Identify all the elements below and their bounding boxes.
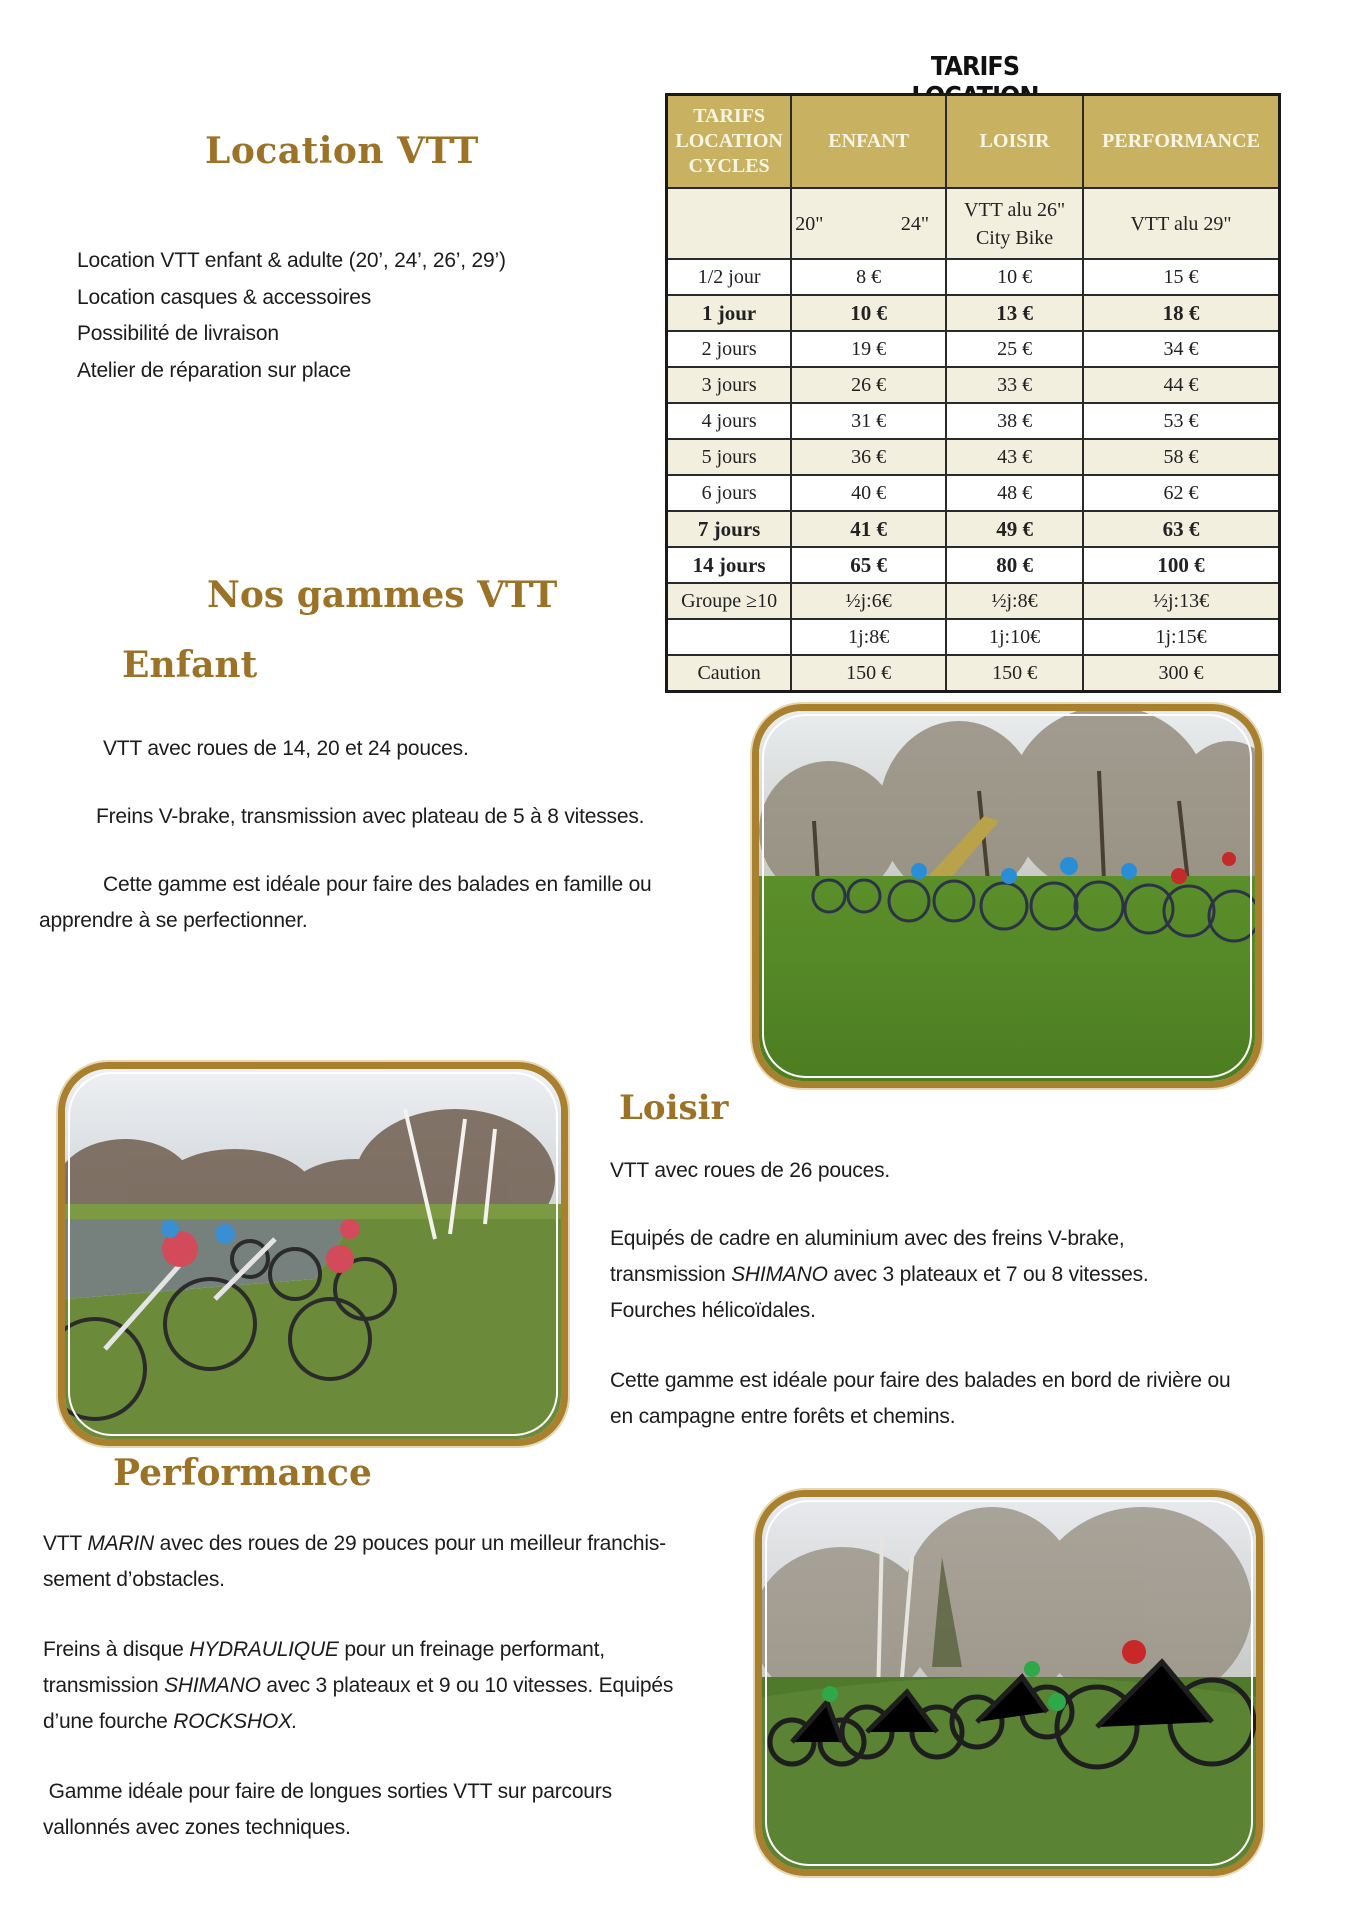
text: avec des roues de 29 pouces pour un meilleur franchis- <box>154 1532 666 1555</box>
row-label-cell: 2 jours <box>667 331 792 367</box>
corner-line: CYCLES <box>688 155 770 177</box>
performance-text <box>43 1638 605 1662</box>
text: transmission <box>43 1674 165 1697</box>
table-row <box>667 547 1280 583</box>
text: transmission <box>610 1263 732 1286</box>
photo-performance-bikes <box>755 1490 1263 1876</box>
performance-text <box>43 1674 673 1698</box>
enfant-price-cell: 40 € <box>791 475 946 511</box>
loisir-price-cell: 13 € <box>946 295 1083 331</box>
enfant-price-cell: 10 € <box>791 295 946 331</box>
loisir-text: Fourches hélicoïdales. <box>610 1299 816 1322</box>
performance-price-cell: 53 € <box>1083 403 1279 439</box>
row-label-cell: 1/2 jour <box>667 259 792 295</box>
brand-shimano: SHIMANO <box>731 1263 828 1286</box>
table-row <box>667 511 1280 547</box>
row-label-cell <box>667 619 792 655</box>
loisir-model-line: City Bike <box>975 226 1054 249</box>
performance-text: vallonnés avec zones techniques. <box>43 1816 351 1839</box>
intro-bullet: Atelier de réparation sur place <box>77 359 351 382</box>
enfant-bikes-image <box>759 711 1255 1081</box>
performance-price-cell: 15 € <box>1083 259 1279 295</box>
performance-text: Gamme idéale pour faire de longues sorties VTT sur parcours <box>43 1780 612 1803</box>
loisir-price-cell: 10 € <box>946 259 1083 295</box>
row-label-cell: 14 jours <box>667 547 792 583</box>
empty-cell <box>667 188 792 259</box>
table-header-row <box>667 95 1280 189</box>
enfant-price-cell: 65 € <box>791 547 946 583</box>
enfant-price-cell: 19 € <box>791 331 946 367</box>
intro-bullet: Location casques & accessoires <box>77 286 371 309</box>
performance-bikes-image <box>762 1497 1256 1869</box>
performance-text <box>43 1710 298 1734</box>
table-corner-header <box>667 95 792 189</box>
row-label-cell: 5 jours <box>667 439 792 475</box>
enfant-price-cell: 26 € <box>791 367 946 403</box>
price-table <box>665 93 1281 693</box>
column-header-performance: PERFORMANCE <box>1083 95 1279 189</box>
enfant-price-cell: 36 € <box>791 439 946 475</box>
enfant-price-cell: 8 € <box>791 259 946 295</box>
performance-price-cell: 300 € <box>1083 655 1279 692</box>
photo-loisir-bikes <box>58 1062 568 1446</box>
enfant-sizes-cell <box>791 188 946 259</box>
size-24: 24" <box>900 212 930 235</box>
loisir-price-cell: 150 € <box>946 655 1083 692</box>
text: avec 3 plateaux et 7 ou 8 vitesses. <box>827 1263 1149 1286</box>
text: VTT <box>43 1532 88 1555</box>
row-label-cell: 7 jours <box>667 511 792 547</box>
performance-model-cell: VTT alu 29" <box>1083 188 1279 259</box>
row-label-cell: 6 jours <box>667 475 792 511</box>
location-vtt-title: Location VTT <box>205 130 479 172</box>
row-label-cell: Groupe ≥10 <box>667 583 792 619</box>
loisir-price-cell: 25 € <box>946 331 1083 367</box>
column-header-loisir: LOISIR <box>946 95 1083 189</box>
performance-title: Performance <box>113 1452 372 1494</box>
table-subheader-row <box>667 188 1280 259</box>
enfant-text: VTT avec roues de 14, 20 et 24 pouces. <box>103 737 469 760</box>
performance-price-cell: 1j:15€ <box>1083 619 1279 655</box>
enfant-price-cell: 1j:8€ <box>791 619 946 655</box>
table-row <box>667 475 1280 511</box>
brand-marin: MARIN <box>87 1532 154 1555</box>
table-row <box>667 295 1280 331</box>
loisir-price-cell: ½j:8€ <box>946 583 1083 619</box>
table-row <box>667 259 1280 295</box>
row-label-cell: 1 jour <box>667 295 792 331</box>
performance-price-cell: 34 € <box>1083 331 1279 367</box>
row-label-cell: 4 jours <box>667 403 792 439</box>
loisir-price-cell: 38 € <box>946 403 1083 439</box>
text: pour un freinage performant, <box>338 1638 605 1661</box>
intro-bullet: Location VTT enfant & adulte (20’, 24’, 26’, 29’) <box>77 249 506 272</box>
corner-line: LOCATION <box>675 130 783 152</box>
size-20: 20" <box>795 212 824 235</box>
table-row <box>667 583 1280 619</box>
enfant-text: Freins V-brake, transmission avec plateau de 5 à 8 vitesses. <box>96 805 645 828</box>
performance-text <box>43 1532 666 1556</box>
brand-rockshox: ROCKSHOX. <box>173 1710 298 1733</box>
table-row <box>667 367 1280 403</box>
performance-price-cell: 44 € <box>1083 367 1279 403</box>
gammes-title: Nos gammes VTT <box>207 574 558 616</box>
loisir-model-cell <box>946 188 1083 259</box>
loisir-price-cell: 48 € <box>946 475 1083 511</box>
performance-price-cell: 62 € <box>1083 475 1279 511</box>
loisir-model-line: VTT alu 26" <box>964 198 1066 221</box>
loisir-text: Equipés de cadre en aluminium avec des freins V-brake, <box>610 1227 1125 1250</box>
brand-shimano: SHIMANO <box>164 1674 261 1697</box>
loisir-price-cell: 49 € <box>946 511 1083 547</box>
loisir-text <box>610 1263 1149 1287</box>
performance-price-cell: 58 € <box>1083 439 1279 475</box>
loisir-price-cell: 1j:10€ <box>946 619 1083 655</box>
enfant-price-cell: ½j:6€ <box>791 583 946 619</box>
enfant-text: Cette gamme est idéale pour faire des balades en famille ou <box>103 873 652 896</box>
brand-hydraulique: HYDRAULIQUE <box>189 1638 339 1661</box>
enfant-price-cell: 150 € <box>791 655 946 692</box>
row-label-cell: Caution <box>667 655 792 692</box>
text: d’une fourche <box>43 1710 174 1733</box>
loisir-text: VTT avec roues de 26 pouces. <box>610 1159 891 1182</box>
performance-price-cell: 18 € <box>1083 295 1279 331</box>
corner-line: TARIFS <box>693 105 766 127</box>
loisir-price-cell: 43 € <box>946 439 1083 475</box>
loisir-text: Cette gamme est idéale pour faire des balades en bord de rivière ou <box>610 1369 1231 1392</box>
enfant-price-cell: 31 € <box>791 403 946 439</box>
table-row <box>667 403 1280 439</box>
tarifs-title: TARIFS <box>930 52 1020 82</box>
table-row <box>667 439 1280 475</box>
performance-text: sement d’obstacles. <box>43 1568 225 1591</box>
performance-price-cell: 100 € <box>1083 547 1279 583</box>
performance-price-cell: 63 € <box>1083 511 1279 547</box>
loisir-text: en campagne entre forêts et chemins. <box>610 1405 956 1428</box>
enfant-text: apprendre à se perfectionner. <box>39 909 308 932</box>
row-label-cell: 3 jours <box>667 367 792 403</box>
enfant-price-cell: 41 € <box>791 511 946 547</box>
photo-enfant-bikes <box>752 704 1262 1088</box>
text: avec 3 plateaux et 9 ou 10 vitesses. Equipés <box>260 1674 674 1697</box>
intro-bullet: Possibilité de livraison <box>77 322 279 345</box>
table-row <box>667 331 1280 367</box>
text: Freins à disque <box>43 1638 190 1661</box>
loisir-price-cell: 33 € <box>946 367 1083 403</box>
loisir-bikes-image <box>65 1069 561 1439</box>
enfant-title: Enfant <box>122 644 258 686</box>
column-header-enfant: ENFANT <box>791 95 946 189</box>
loisir-title: Loisir <box>619 1088 729 1128</box>
loisir-price-cell: 80 € <box>946 547 1083 583</box>
table-row <box>667 655 1280 692</box>
table-row <box>667 619 1280 655</box>
performance-price-cell: ½j:13€ <box>1083 583 1279 619</box>
